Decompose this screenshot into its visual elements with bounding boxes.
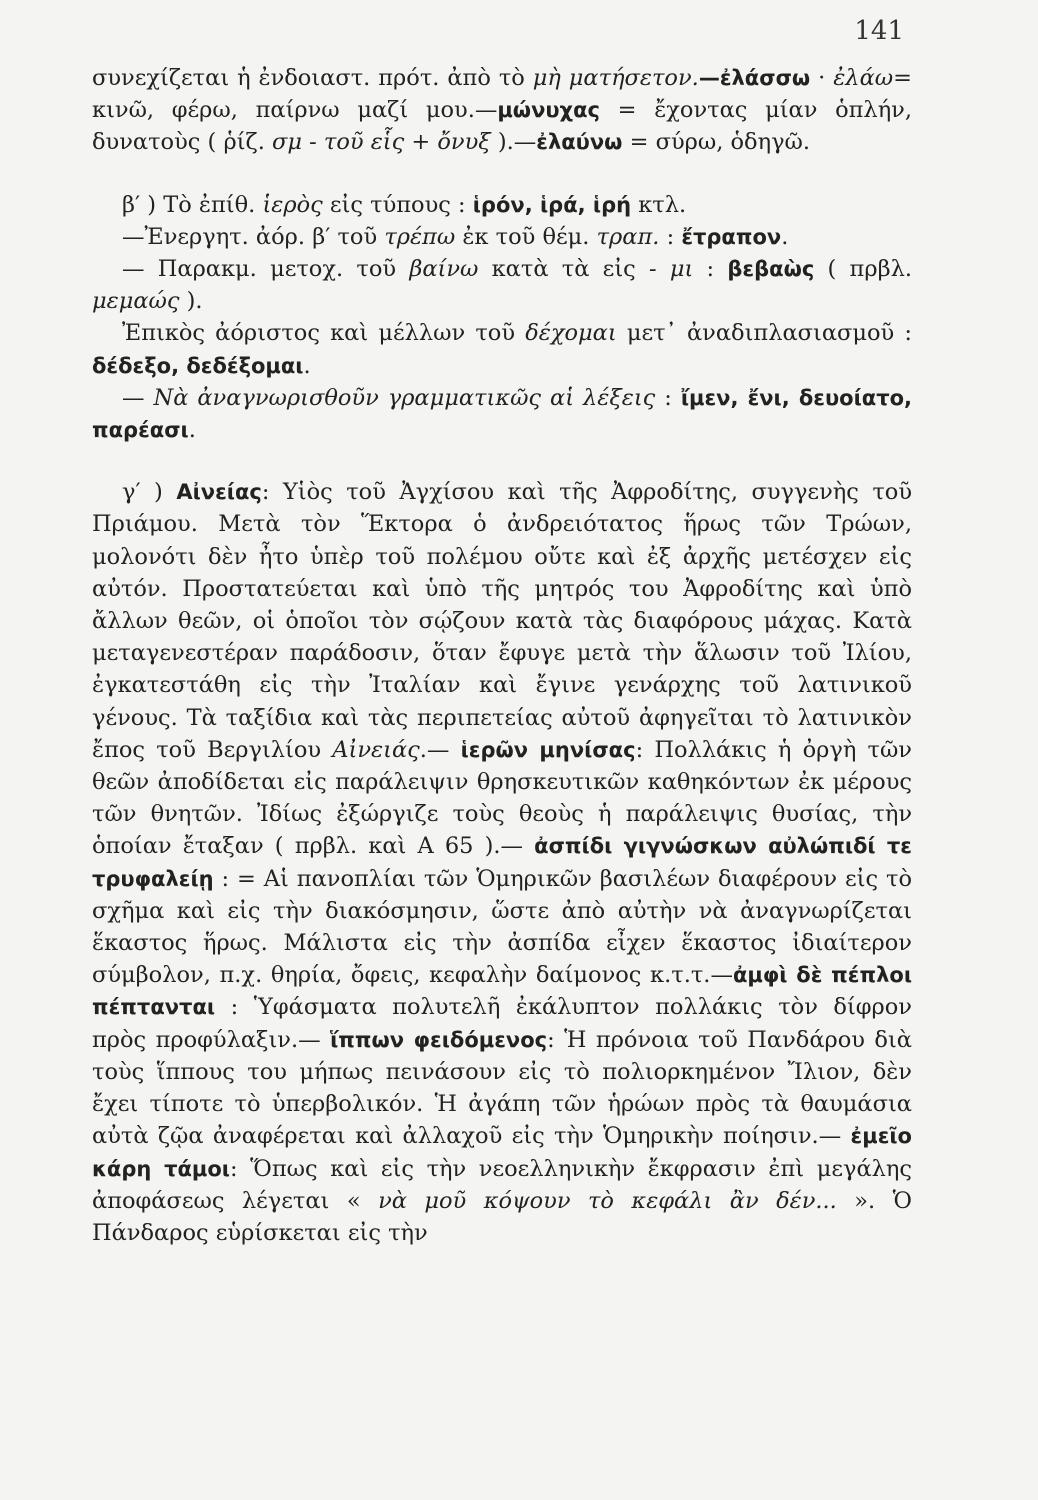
term: ἀσπίδι γιγνώσκων αὐλώπιδί τε τρυφαλείῃ: [92, 834, 912, 891]
term: Αἰνείας: [176, 480, 262, 505]
paragraph-6: — Νὰ ἀναγνωρισθοῦν γραμματικῶς αἱ λέξεις : ἴμεν, ἔνι, δευοίατο, παρέασι.: [92, 384, 913, 444]
term: —ἐλάσσω: [698, 66, 811, 90]
page-text: [92, 62, 912, 1249]
paragraph-3: —Ἐνεργητ. ἀόρ. β′ τοῦ τρέπω ἐκ τοῦ θέμ. τραπ. : ἔτραπον.: [122, 223, 789, 250]
term: ἔτραπον: [681, 224, 782, 249]
paragraph-7: γ′ ) Αἰνείας: Υἱὸς τοῦ Ἀγχίσου καὶ τῆς Ἀφροδίτης, συγγενὴς τοῦ Πριάμου. Μετὰ τὸν Ἕκτορα ὁ ἀνδρειότατος ἥρως τῶν Τρώων, μολονότι δὲν ἦτο ὑπὲρ τοῦ πολέμου οὔτε καὶ ἐξ ἀρχῆς μετέσχεν εἰς αὐτόν. Προστατεύεται καὶ ὑπὸ τῆς μητρός του Ἀφροδίτης καὶ ὑπὸ ἄλλων θεῶν, οἱ ὁποῖοι τὸν σῴζουν κατὰ τὰς διαφόρους μάχας. Κατὰ μεταγενεστέραν παράδοσιν, ὅταν ἔφυγε μετὰ τὴν ἅλωσιν τοῦ Ἰλίου, ἐγκατεστάθη εἰς τὴν Ἰταλίαν καὶ ἔγινε γενάρχης τοῦ λατινικοῦ γένους. Τὰ ταξίδια καὶ τὰς περιπετείας αὐτοῦ ἀφηγεῖται τὸ λατινικὸν ἔπος τοῦ Βεργιλίου Αἰνειάς.— ἱερῶν μηνίσας: Πολλάκις ἡ ὀργὴ τῶν θεῶν ἀποδίδεται εἰς παράλειψιν θρησκευτικῶν καθηκόντων ἐκ μέρους τῶν θνητῶν. Ἰδίως ἐξώργιζε τοὺς θεοὺς ἡ παράλειψις θυσίας, τὴν ὁποίαν ἔταξαν ( πρβλ. καὶ Α 65 ).— ἀσπίδι γιγνώσκων αὐλώπιδί τε τρυφαλείῃ : = Αἱ πανοπλίαι τῶν Ὁμηρικῶν βασιλέων διαφέρουν εἰς τὸ σχῆμα καὶ εἰς τὴν διακόσμησιν, ὥστε ἀπὸ αὐτὴν νὰ ἀναγνωρίζεται ἕκαστος ἥρως. Μάλιστα εἰς τὴν ἀσπίδα εἶχεν ἕκαστος ἰδιαίτερον σύμβολον, π.χ. θηρία, ὄφεις, κεφαλὴν δαίμονος κ.τ.τ.—ἀμφὶ δὲ πέπλοι πέπτανται : Ὑφάσματα πολυτελῆ ἐκάλυπτον πολλάκις τὸν δίφρον πρὸς προφύλαξιν.— ἵππων φειδόμενος: Ἡ πρόνοια τοῦ Πανδάρου διὰ τοὺς ἵππους του μήπως πεινάσουν εἰς τὸ πολιορκημένον Ἴλιον, δὲν ἔχει τίποτε τὸ ὑπερβολικόν. Ἡ ἀγάπη τῶν ἡρώων πρὸς τὰ θαυμάσια αὐτὰ ζῷα ἀναφέρεται καὶ ἀλλαχοῦ εἰς τὴν Ὁμηρικὴν ποίησιν.— ἐμεῖο κάρη τάμοι: Ὅπως καὶ εἰς τὴν νεοελληνικὴν ἔκφρασιν ἐπὶ μεγάλης ἀποφάσεως λέγεται « νὰ μοῦ κόψουν τὸ κεφάλι ἂν δέν... ». Ὁ Πάνδαρος εὑρίσκεται εἰς τὴν: [92, 479, 913, 1246]
term: ἱερῶν μηνίσας: [460, 737, 636, 762]
term: ἴμεν, ἔνι, δευοίατο, παρέασι: [92, 385, 913, 443]
paragraph-1: συνεχίζεται ἡ ἐνδοιαστ. πρότ. ἀπὸ τὸ μὴ ματήσετον.—ἐλάσσω · ἐλάω= κινῶ, φέρω, παίρνω μαζί μου.—μώνυχας = ἔχοντας μίαν ὁπλήν, δυνατοὺς ( ῥίζ. σμ - τοῦ εἷς + ὄνυξ ).—ἐλαύνω = σύρω, ὁδηγῶ.: [92, 65, 912, 156]
term: δέδεξο, δεδέξομαι: [92, 353, 304, 378]
term: ἱρόν, ἱρά, ἱρή: [472, 192, 632, 217]
page-number: 141: [854, 16, 904, 46]
term: ἐλαύνω: [536, 130, 623, 155]
term: ἀμφὶ δὲ πέπλοι πέπτανται: [92, 963, 912, 1020]
paragraph-5: Ἐπικὸς ἀόριστος καὶ μέλλων τοῦ δέχομαι μετ᾽ ἀναδιπλασιασμοῦ : δέδεξο, δεδέξομαι.: [92, 320, 912, 379]
term: βεβαὼς: [727, 257, 815, 282]
term: μώνυχας: [497, 98, 600, 123]
term: ἐμεῖο κάρη τάμοι: [92, 1124, 912, 1181]
paragraph-4: — Παρακμ. μετοχ. τοῦ βαίνω κατὰ τὰ εἰς - μι : βεβαὼς ( πρβλ. μεμαώς ).: [92, 256, 912, 315]
term: ἵππων φειδόμενος: [330, 1027, 548, 1052]
paragraph-2: β′ ) Τὸ ἐπίθ. ἱερὸς εἰς τύπους : ἱρόν, ἱρά, ἱρή κτλ.: [122, 191, 687, 218]
